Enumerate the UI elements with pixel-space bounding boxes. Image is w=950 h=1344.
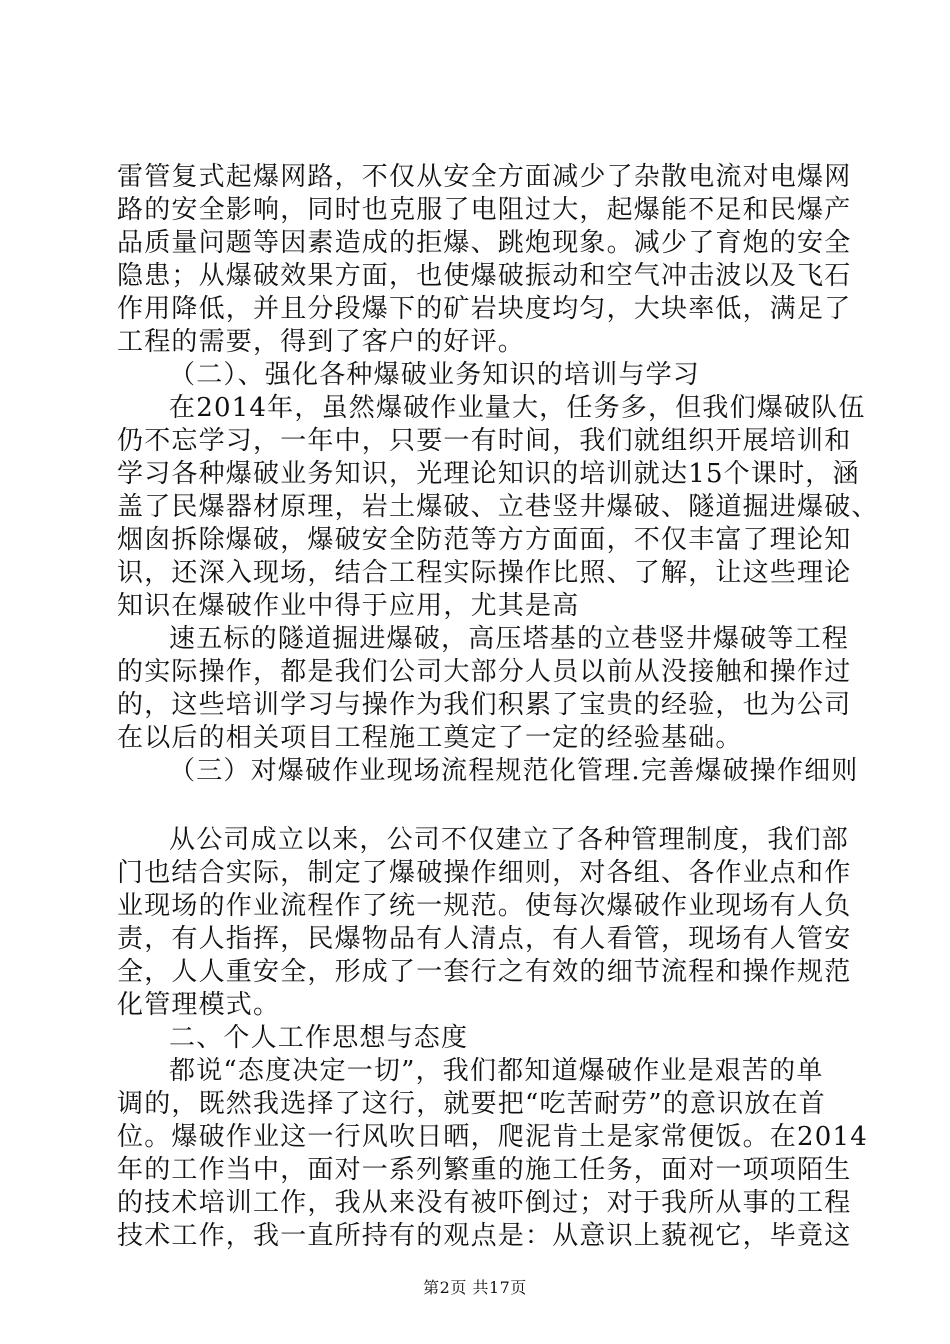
text-line: 门也结合实际，制定了爆破操作细则，对各组、各作业点和作: [117, 858, 852, 888]
text-line: 识，还深入现场，结合工程实际操作比照、了解，让这些理论: [117, 558, 852, 588]
text-line: 隐患；从爆破效果方面，也使爆破振动和空气冲击波以及飞石: [117, 261, 852, 291]
text-line: 作用降低，并且分段爆下的矿岩块度均匀，大块率低，满足了: [117, 294, 852, 324]
document-body: [117, 161, 879, 1253]
text-line: 烟囱拆除爆破，爆破安全防范等方方面面，不仅丰富了理论知: [117, 525, 852, 555]
text-line: 业现场的作业流程作了统一规范。使每次爆破作业现场有人负: [117, 891, 852, 921]
text-line: 的实际操作，都是我们公司大部分人员以前从没接触和操作过: [117, 657, 852, 687]
text-line: 知识在爆破作业中得于应用，尤其是高: [117, 591, 580, 621]
paragraph-gap: [117, 788, 837, 824]
text-line: 仍不忘学习，一年中，只要一有时间，我们就组织开展培训和: [117, 426, 852, 456]
section-heading: （二）、强化各种爆破业务知识的培训与学习: [169, 360, 701, 390]
text-line: 盖了民爆器材原理，岩土爆破、立巷竖井爆破、隧道掘进爆破、: [117, 492, 879, 522]
text-line: 的，这些培训学习与操作为我们积累了宝贵的经验，也为公司: [117, 690, 852, 720]
page-footer: 第2页 共17页: [423, 1278, 527, 1297]
text-line: 化管理模式。: [117, 990, 281, 1020]
text-line: 从公司成立以来，公司不仅建立了各种管理制度，我们部: [169, 825, 850, 855]
text-line: 在2014年，虽然爆破作业量大，任务多，但我们爆破队伍: [169, 393, 866, 423]
text-line: 都说“态度决定一切”，我们都知道爆破作业是艰苦的单: [169, 1056, 824, 1086]
text-line: 路的安全影响，同时也克服了电阻过大，起爆能不足和民爆产: [117, 195, 852, 225]
text-line: 位。爆破作业这一行风吹日晒，爬泥肯土是家常便饭。在2014: [117, 1122, 868, 1152]
text-line: 工程的需要，得到了客户的好评。: [117, 327, 526, 357]
text-line: 调的，既然我选择了这行，就要把“吃苦耐劳”的意识放在首: [117, 1089, 826, 1119]
text-line: 全，人人重安全，形成了一套行之有效的细节流程和操作规范: [117, 957, 852, 987]
text-line: 在以后的相关项目工程施工奠定了一定的经验基础。: [117, 723, 743, 753]
section-heading: 二、个人工作思想与态度: [169, 1023, 469, 1053]
text-line: 速五标的隧道掘进爆破，高压塔基的立巷竖井爆破等工程: [169, 624, 850, 654]
text-line: 技术工作，我一直所持有的观点是：从意识上藐视它，毕竟这: [117, 1221, 852, 1251]
text-line: 责，有人指挥，民爆物品有人清点，有人看管，现场有人管安: [117, 924, 852, 954]
text-line: 品质量问题等因素造成的拒爆、跳炮现象。减少了育炮的安全: [117, 228, 852, 258]
text-line: 的技术培训工作，我从来没有被吓倒过；对于我所从事的工程: [117, 1188, 852, 1218]
text-line: 雷管复式起爆网路，不仅从安全方面减少了杂散电流对电爆网: [117, 162, 852, 192]
text-line: 学习各种爆破业务知识，光理论知识的培训就达15个课时，涵: [117, 459, 860, 489]
section-heading: （三）对爆破作业现场流程规范化管理.完善爆破操作细则: [169, 756, 859, 786]
text-line: 年的工作当中，面对一系列繁重的施工任务，面对一项项陌生: [117, 1155, 852, 1185]
